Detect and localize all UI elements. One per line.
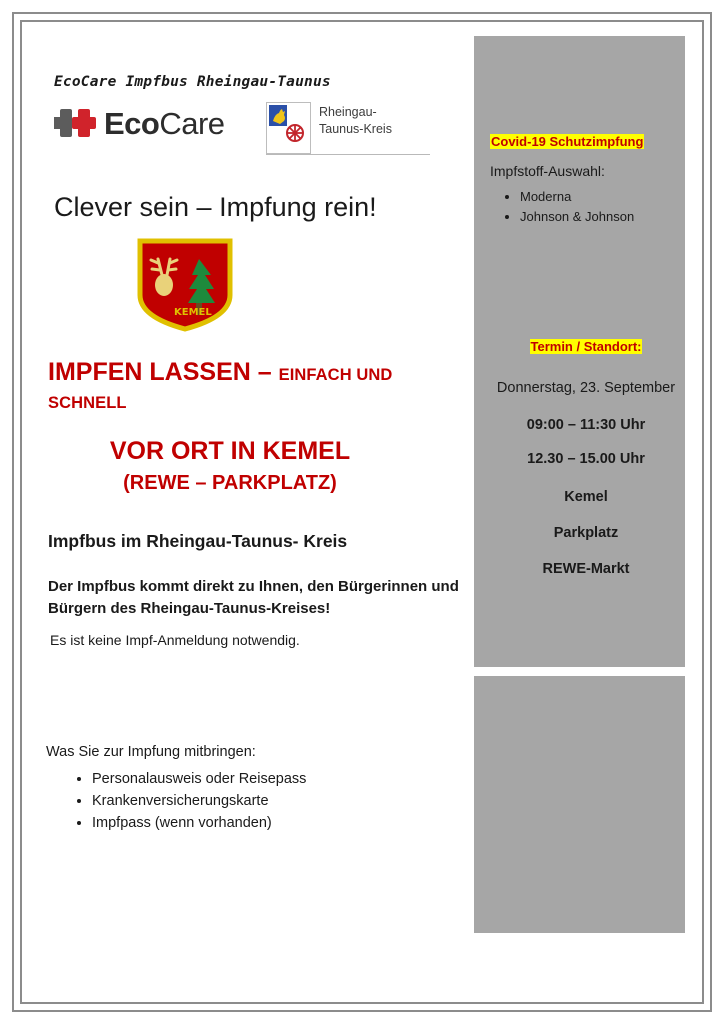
list-item: • Personalausweis oder Reisepass: [92, 768, 460, 790]
appointment-badge: Termin / Standort:: [530, 339, 642, 354]
no-appointment-note: Es ist keine Impf-Anmeldung notwendig.: [50, 631, 300, 648]
vaccine-options-list: [490, 187, 676, 226]
ecocare-eco-text: Eco: [104, 105, 160, 141]
status-badge: Covid-19 Schutzimpfung: [491, 134, 644, 149]
headline-location: VOR ORT IN KEMEL: [109, 437, 351, 465]
headline-location-sub: (REWE – PARKPLATZ): [123, 472, 337, 494]
kreis-shield-svg: [267, 103, 308, 151]
ecocare-cross-icon: [54, 106, 96, 140]
bring-heading: Was Sie zur Impfung mitbringen:: [46, 743, 256, 760]
vaccine-info-block: [490, 133, 676, 226]
appointment-time-2: 12.30 – 15.00 Uhr: [527, 451, 645, 468]
svg-text:KEMEL: KEMEL: [174, 307, 212, 318]
intro-paragraph: Der Impfbus kommt direkt zu Ihnen, den Bürgerinnen und Bürgern des Rheingau-Taunus-Kreises!: [48, 578, 459, 617]
crest-svg: [136, 237, 234, 333]
logo-row: [54, 106, 460, 164]
subheading: Impfbus im Rheingau-Taunus- Kreis: [48, 531, 348, 551]
headline-impfen-main: IMPFEN LASSEN –: [48, 358, 279, 386]
sidebar-panel-bottom: [474, 676, 685, 933]
kreis-line-2: Taunus-Kreis: [319, 121, 392, 136]
brand-line: EcoCare Impfbus Rheingau-Taunus: [54, 74, 331, 90]
hesse-crest: [40, 237, 460, 333]
kreis-logo-divider: [266, 154, 430, 155]
list-item: • Johnson & Johnson: [520, 207, 676, 227]
list-item: • Impfpass (wenn vorhanden): [92, 812, 460, 834]
headline-impfen: [48, 359, 460, 414]
rheingau-taunus-kreis-logo: [266, 102, 392, 154]
vaccine-selection-label: Impfstoff-Auswahl:: [490, 163, 605, 179]
appointment-place-city: Kemel: [564, 489, 608, 506]
ecocare-wordmark: [104, 105, 225, 141]
appointment-place-type: Parkplatz: [553, 525, 619, 542]
ecocare-logo: [54, 106, 225, 140]
headline-impfen-small: EINFACH UND SCHNELL: [48, 366, 393, 412]
kreis-coat-of-arms-icon: [266, 102, 311, 154]
list-item: • Krankenversicherungskarte: [92, 790, 460, 812]
list-item: • Moderna: [520, 187, 676, 207]
bring-list: [46, 768, 460, 835]
main-content-column: [40, 36, 460, 988]
kreis-line-1: Rheingau-: [319, 105, 377, 119]
appointment-date: Donnerstag, 23. September: [496, 380, 676, 396]
kreis-wordmark: [319, 102, 392, 137]
appointment-info-block: [490, 338, 682, 577]
appointment-place-name: REWE-Markt: [542, 561, 630, 578]
ecocare-care-text: Care: [159, 105, 225, 141]
slogan: Clever sein – Impfung rein!: [54, 192, 377, 222]
sidebar-panel-top: [474, 36, 685, 667]
appointment-time-1: 09:00 – 11:30 Uhr: [526, 417, 646, 434]
